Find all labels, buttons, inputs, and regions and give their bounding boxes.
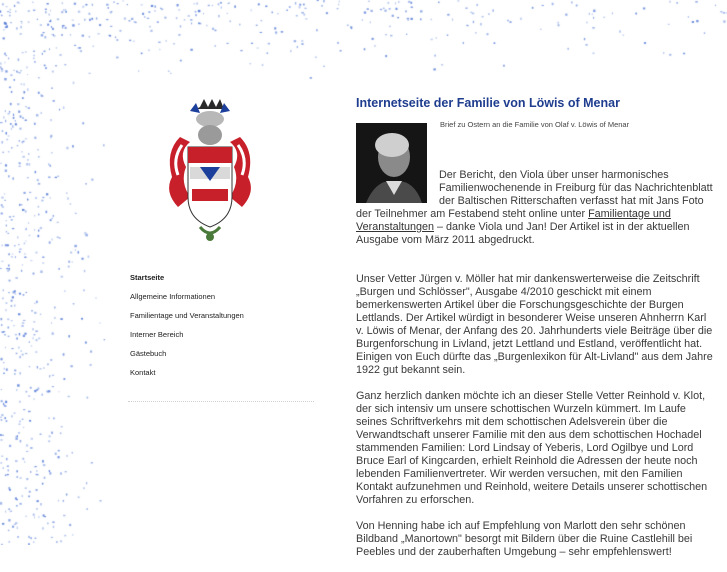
nav-item-familientage[interactable]: Familientage und Veranstaltungen: [130, 311, 244, 320]
paragraph-4: Von Henning habe ich auf Empfehlung von Marlott den sehr schönen Bildband „Manortown" besorgt mit Bildern über die Ruine Castlehill bei Peebles und der zauberhaften Umgebung – sehr empfehlenswert!: [356, 520, 693, 558]
family-coat-of-arms-icon: [160, 97, 260, 247]
content-header: [356, 96, 716, 111]
main-navigation: [130, 272, 244, 386]
author-photo: [356, 123, 427, 203]
paragraph-2: Unser Vetter Jürgen v. Möller hat mir dankenswerterweise die Zeitschrift „Burgen und Schlösser", Ausgabe 4/2010 geschickt mit einem bemerkenswerten Artikel über die Forschungsgeschichte der Burgen Lettlands. Der Artikel würdigt in besonderer Weise unseren Ahnherrn Karl v. Löwis of Menar, der Anfang des 20. Jahrhunderts viele Beiträge über die Burgenforschung in Livland, jetzt Lettland und Estland, veröffentlicht hat. Einigen von Euch dürfte das „Burgenlexikon für Alt-Livland" aus dem Jahre 1922 gut bekannt sein.: [356, 273, 713, 376]
paragraph-1-text-a: Der Bericht, den Viola über unser harmonisches Familienwochenende in Freiburg für das Nachrichtenblatt der Baltischen Ritterschaften verfasst hat mit Jans Foto der Teilnehmer am Festabend steht online unter: [356, 169, 713, 220]
nav-item-gaestebuch[interactable]: Gästebuch: [130, 349, 167, 358]
photo-caption: Brief zu Ostern an die Familie von Olaf v. Löwis of Menar: [440, 120, 630, 129]
nav-item-interner-bereich[interactable]: Interner Bereich: [130, 330, 184, 339]
familientage-link[interactable]: Familientage und Veranstaltungen: [356, 208, 671, 233]
nav-item-startseite[interactable]: Startseite: [130, 273, 165, 282]
paragraph-1-text-b: – danke Viola und Jan! Der Artikel ist in der aktuellen Ausgabe vom März 2011 abgedruckt.: [356, 221, 690, 246]
nav-item-allgemeine-informationen[interactable]: Allgemeine Informationen: [130, 292, 216, 301]
nav-item-kontakt[interactable]: Kontakt: [130, 368, 156, 377]
nav-divider: [128, 401, 314, 402]
paragraph-3: Ganz herzlich danken möchte ich an dieser Stelle Vetter Reinhold v. Klot, der sich intensiv um unsere schottischen Wurzeln kümmert. Im Laufe seines Schriftverkehrs mit dem schottischen Adelsverein über die Verwandtschaft unserer Familie mit den aus dem schottischen Hochadel stammenden Familien: Lord Lindsay of Yeberis, Lord Ogilbye und Lord Bruce Earl of Kingcarden, erhielt Reinhold die Adressen der heute noch lebenden Familienvertreter. Wir werden versuchen, mit den Familien Kontakt aufzunehmen und Reinhold, weitere Details unserer schottischen Vorfahren zu erforschen.: [356, 390, 708, 506]
page-title: Internetseite der Familie von Löwis of Menar: [356, 96, 620, 110]
article-body: [356, 143, 716, 572]
